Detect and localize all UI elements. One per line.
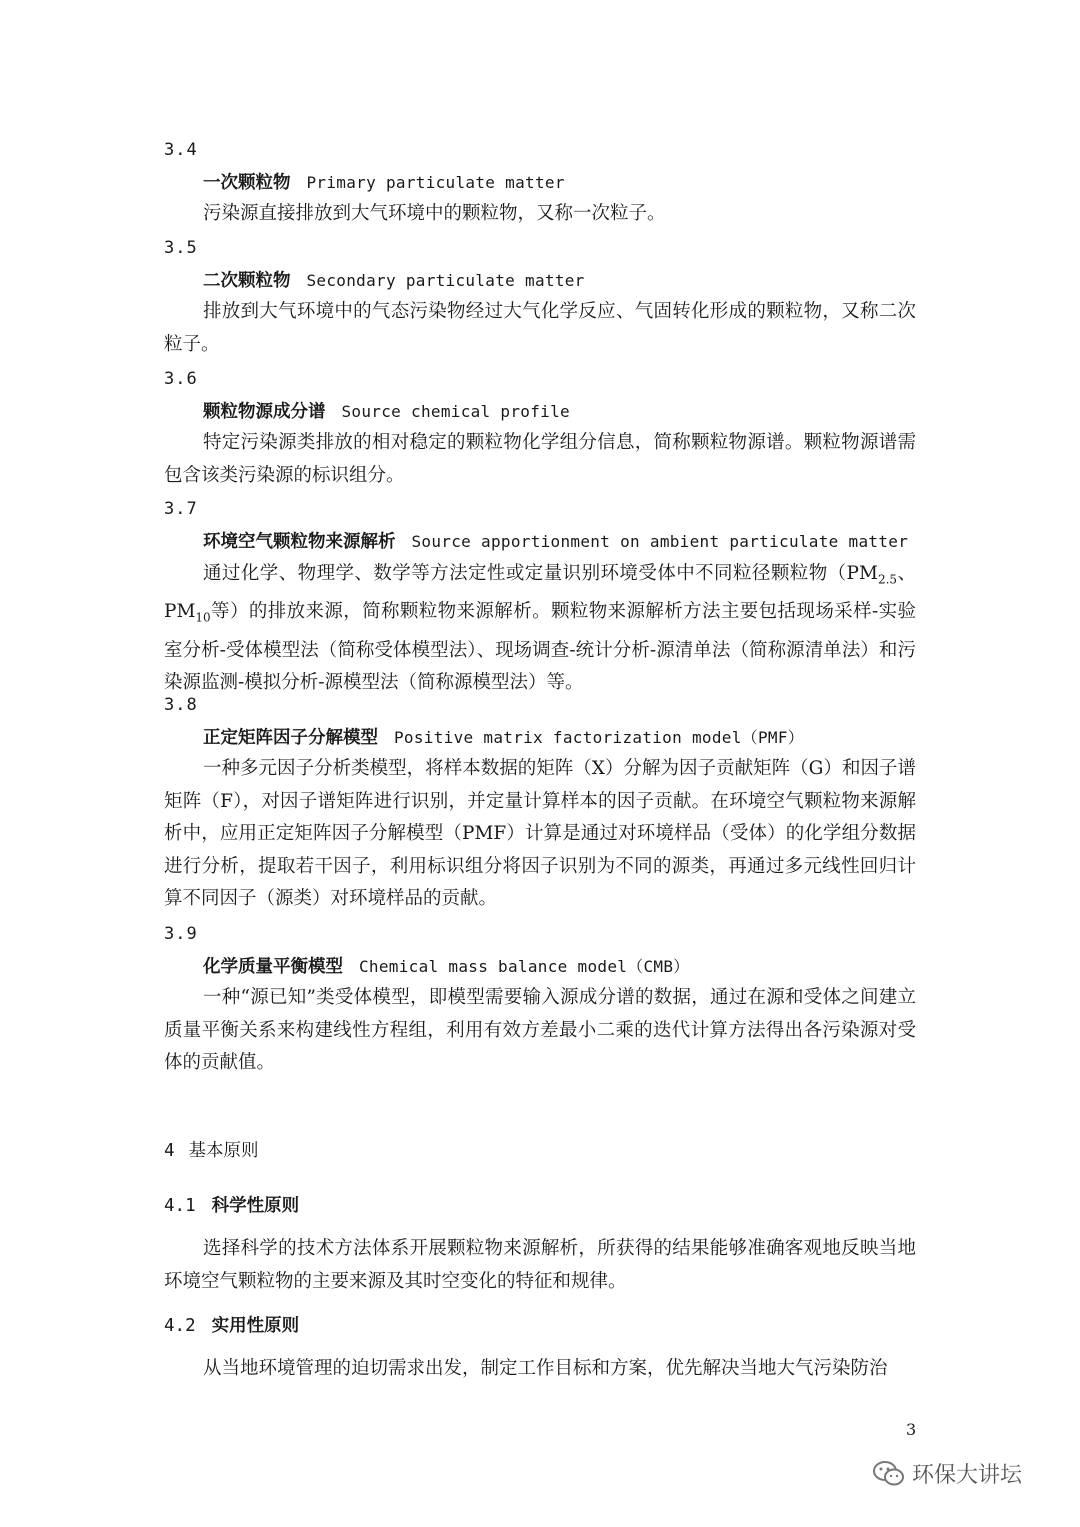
definition-3-7 <box>164 558 916 700</box>
chapter-number: 4 <box>164 1141 175 1161</box>
term-heading-3-5 <box>203 269 585 293</box>
term-zh: 正定矩阵因子分解模型 <box>203 728 378 748</box>
term-en: Source apportionment on ambient particulate matter <box>411 532 909 551</box>
wechat-icon <box>872 1460 906 1488</box>
term-zh: 颗粒物源成分谱 <box>203 402 326 422</box>
paragraph-4-1: 选择科学的技术方法体系开展颗粒物来源解析，所获得的结果能够准确客观地反映当地环境空气颗粒物的主要来源及其时空变化的特征和规律。 <box>164 1238 916 1292</box>
term-heading-3-9 <box>203 955 690 979</box>
section-number-3-6: 3.6 <box>164 369 198 389</box>
definition-3-8: 一种多元因子分析类模型，将样本数据的矩阵（X）分解为因子贡献矩阵（G）和因子谱矩阵（F），对因子谱矩阵进行识别，并定量计算样本的因子贡献。在环境空气颗粒物来源解析中，应用正定矩阵因子分解模型（PMF）计算是通过对环境样品（受体）的化学组分数据进行分析，提取若干因子，利用标识组分将因子识别为不同的源类，再通过多元线性回归计算不同因子（源类）对环境样品的贡献。 <box>164 758 916 910</box>
term-en: Secondary particulate matter <box>306 271 585 290</box>
subscript: 10 <box>195 610 211 625</box>
section-number: 4.1 <box>164 1196 196 1216</box>
term-zh: 一次颗粒物 <box>203 173 291 193</box>
chapter-heading-4 <box>164 1139 259 1163</box>
section-number-3-9: 3.9 <box>164 924 198 944</box>
section-heading-4-2 <box>164 1314 299 1338</box>
page-number: 3 <box>906 1420 917 1439</box>
term-en: Primary particulate matter <box>306 173 565 192</box>
definition-3-9: 一种“源已知”类受体模型，即模型需要输入源成分谱的数据，通过在源和受体之间建立质量平衡关系来构建线性方程组，利用有效方差最小二乘的迭代计算方法得出各污染源对受体的贡献值。 <box>164 987 916 1074</box>
section-number-3-7: 3.7 <box>164 499 198 519</box>
term-zh: 化学质量平衡模型 <box>203 957 343 977</box>
term-zh: 环境空气颗粒物来源解析 <box>203 532 396 552</box>
section-heading-4-1 <box>164 1194 299 1218</box>
term-heading-3-8 <box>203 726 804 750</box>
paragraph-4-2: 从当地环境管理的迫切需求出发，制定工作目标和方案，优先解决当地大气污染防治 <box>203 1358 888 1379</box>
section-title: 科学性原则 <box>211 1196 300 1216</box>
watermark <box>872 1458 1022 1489</box>
definition-3-4: 污染源直接排放到大气环境中的颗粒物，又称一次粒子。 <box>203 203 666 224</box>
section-title: 实用性原则 <box>211 1316 300 1336</box>
term-en: Positive matrix factorization model（PMF） <box>394 728 805 747</box>
term-en: Source chemical profile <box>341 402 570 421</box>
term-heading-3-6 <box>203 400 570 424</box>
term-en: Chemical mass balance model（CMB） <box>359 957 690 976</box>
section-number: 4.2 <box>164 1316 196 1336</box>
section-number-3-8: 3.8 <box>164 695 198 715</box>
term-zh: 二次颗粒物 <box>203 271 291 291</box>
section-number-3-5: 3.5 <box>164 238 198 258</box>
definition-3-6: 特定污染源类排放的相对稳定的颗粒物化学组分信息，简称颗粒物源谱。颗粒物源谱需包含该类污染源的标识组分。 <box>164 432 916 486</box>
term-heading-3-4 <box>203 171 565 195</box>
definition-text: 、PM <box>164 563 916 623</box>
watermark-text: 环保大讲坛 <box>912 1463 1023 1488</box>
subscript: 2.5 <box>877 572 898 587</box>
section-number-3-4: 3.4 <box>164 140 198 160</box>
definition-text: 通过化学、物理学、数学等方法定性或定量识别环境受体中不同粒径颗粒物（PM <box>203 563 878 584</box>
definition-text: 等）的排放来源，简称颗粒物来源解析。颗粒物来源解析方法主要包括现场采样-实验室分析-受体模型法（简称受体模型法）、现场调查-统计分析-源清单法（简称源清单法）和污染源监测-模拟分析-源模型法（简称源模型法）等。 <box>164 601 916 694</box>
definition-3-5: 排放到大气环境中的气态污染物经过大气化学反应、气固转化形成的颗粒物，又称二次粒子。 <box>164 301 916 355</box>
chapter-title: 基本原则 <box>188 1141 259 1161</box>
term-heading-3-7 <box>203 530 908 554</box>
